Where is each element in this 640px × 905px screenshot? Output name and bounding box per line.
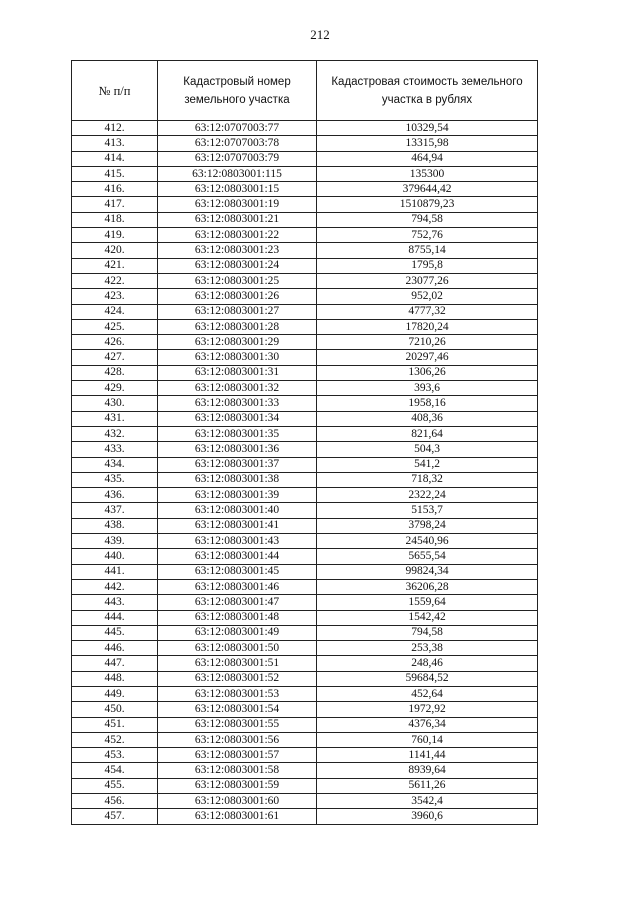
row-number-cell: 444. <box>72 610 158 625</box>
cadastral-number-cell: 63:12:0803001:32 <box>158 381 317 396</box>
cadastral-number-cell: 63:12:0803001:56 <box>158 732 317 747</box>
table-row <box>72 426 538 441</box>
row-number-cell: 412. <box>72 121 158 136</box>
table-row <box>72 534 538 549</box>
cadastral-number-cell: 63:12:0803001:30 <box>158 350 317 365</box>
cadastral-number-cell: 63:12:0803001:26 <box>158 289 317 304</box>
table-row <box>72 396 538 411</box>
cadastral-value-cell: 99824,34 <box>317 564 538 579</box>
cadastral-number-cell: 63:12:0803001:61 <box>158 809 317 824</box>
table-row <box>72 151 538 166</box>
row-number-cell: 413. <box>72 136 158 151</box>
table-row <box>72 748 538 763</box>
table-row <box>72 809 538 824</box>
row-number-cell: 435. <box>72 472 158 487</box>
cadastral-number-cell: 63:12:0803001:46 <box>158 579 317 594</box>
cadastral-value-cell: 8939,64 <box>317 763 538 778</box>
cadastral-number-cell: 63:12:0803001:35 <box>158 426 317 441</box>
cadastral-value-cell: 23077,26 <box>317 273 538 288</box>
cadastral-value-cell: 718,32 <box>317 472 538 487</box>
cadastral-number-cell: 63:12:0803001:52 <box>158 671 317 686</box>
row-number-cell: 414. <box>72 151 158 166</box>
table-row <box>72 182 538 197</box>
cadastral-value-cell: 5153,7 <box>317 503 538 518</box>
cadastral-value-cell: 4376,34 <box>317 717 538 732</box>
cadastral-number-cell: 63:12:0803001:58 <box>158 763 317 778</box>
table-row <box>72 411 538 426</box>
cadastral-number-cell: 63:12:0803001:40 <box>158 503 317 518</box>
cadastral-value-cell: 5655,54 <box>317 549 538 564</box>
cadastral-number-cell: 63:12:0803001:28 <box>158 319 317 334</box>
cadastral-value-cell: 760,14 <box>317 732 538 747</box>
cadastral-number-cell: 63:12:0803001:15 <box>158 182 317 197</box>
cadastral-number-cell: 63:12:0803001:34 <box>158 411 317 426</box>
table-row <box>72 686 538 701</box>
row-number-cell: 446. <box>72 641 158 656</box>
row-number-cell: 456. <box>72 794 158 809</box>
table-row <box>72 717 538 732</box>
cadastral-value-cell: 821,64 <box>317 426 538 441</box>
cadastral-number-cell: 63:12:0803001:48 <box>158 610 317 625</box>
row-number-cell: 453. <box>72 748 158 763</box>
cadastral-value-cell: 7210,26 <box>317 335 538 350</box>
cadastral-number-cell: 63:12:0803001:57 <box>158 748 317 763</box>
cadastral-value-cell: 1306,26 <box>317 365 538 380</box>
row-number-cell: 423. <box>72 289 158 304</box>
row-number-cell: 436. <box>72 488 158 503</box>
table-row <box>72 136 538 151</box>
cadastral-number-cell: 63:12:0803001:59 <box>158 778 317 793</box>
table-row <box>72 702 538 717</box>
cadastral-value-cell: 1510879,23 <box>317 197 538 212</box>
cadastral-value-cell: 10329,54 <box>317 121 538 136</box>
cadastral-number-cell: 63:12:0803001:25 <box>158 273 317 288</box>
cadastral-number-cell: 63:12:0707003:78 <box>158 136 317 151</box>
cadastral-value-cell: 393,6 <box>317 381 538 396</box>
cadastral-value-cell: 952,02 <box>317 289 538 304</box>
row-number-cell: 429. <box>72 381 158 396</box>
table-row <box>72 258 538 273</box>
table-row <box>72 381 538 396</box>
cadastral-value-cell: 794,58 <box>317 212 538 227</box>
cadastral-number-cell: 63:12:0803001:54 <box>158 702 317 717</box>
cadastral-number-cell: 63:12:0803001:39 <box>158 488 317 503</box>
cadastral-number-cell: 63:12:0803001:49 <box>158 625 317 640</box>
table-row <box>72 671 538 686</box>
table-row <box>72 365 538 380</box>
cadastral-value-cell: 8755,14 <box>317 243 538 258</box>
row-number-cell: 442. <box>72 579 158 594</box>
table-row <box>72 641 538 656</box>
cadastral-value-cell: 1542,42 <box>317 610 538 625</box>
cadastral-number-cell: 63:12:0803001:27 <box>158 304 317 319</box>
row-number-cell: 434. <box>72 457 158 472</box>
column-header-cadastral-value: Кадастровая стоимость земельного участка в рублях <box>317 61 538 121</box>
table-row <box>72 121 538 136</box>
cadastral-number-cell: 63:12:0803001:41 <box>158 518 317 533</box>
table-row <box>72 610 538 625</box>
cadastral-value-cell: 3798,24 <box>317 518 538 533</box>
cadastral-number-cell: 63:12:0803001:31 <box>158 365 317 380</box>
cadastral-number-cell: 63:12:0803001:47 <box>158 595 317 610</box>
cadastral-value-cell: 3542,4 <box>317 794 538 809</box>
cadastral-number-cell: 63:12:0803001:50 <box>158 641 317 656</box>
row-number-cell: 426. <box>72 335 158 350</box>
cadastral-number-cell: 63:12:0707003:79 <box>158 151 317 166</box>
table-row <box>72 503 538 518</box>
table-row <box>72 442 538 457</box>
table-row <box>72 289 538 304</box>
row-number-cell: 455. <box>72 778 158 793</box>
table-row <box>72 304 538 319</box>
cadastral-number-cell: 63:12:0803001:53 <box>158 686 317 701</box>
column-header-cadastral-number: Кадастровый номер земельного участка <box>158 61 317 121</box>
row-number-cell: 424. <box>72 304 158 319</box>
cadastral-number-cell: 63:12:0803001:29 <box>158 335 317 350</box>
cadastral-value-cell: 2322,24 <box>317 488 538 503</box>
row-number-cell: 454. <box>72 763 158 778</box>
cadastral-value-cell: 452,64 <box>317 686 538 701</box>
row-number-cell: 457. <box>72 809 158 824</box>
table-row <box>72 518 538 533</box>
cadastral-number-cell: 63:12:0803001:115 <box>158 166 317 181</box>
cadastral-value-cell: 4777,32 <box>317 304 538 319</box>
cadastral-value-table <box>71 60 538 825</box>
table-row <box>72 273 538 288</box>
table-row <box>72 335 538 350</box>
row-number-cell: 421. <box>72 258 158 273</box>
row-number-cell: 443. <box>72 595 158 610</box>
cadastral-value-cell: 17820,24 <box>317 319 538 334</box>
cadastral-value-cell: 752,76 <box>317 228 538 243</box>
cadastral-number-cell: 63:12:0707003:77 <box>158 121 317 136</box>
row-number-cell: 422. <box>72 273 158 288</box>
row-number-cell: 451. <box>72 717 158 732</box>
cadastral-number-cell: 63:12:0803001:45 <box>158 564 317 579</box>
page-number: 212 <box>310 27 330 42</box>
table-row <box>72 656 538 671</box>
cadastral-number-cell: 63:12:0803001:38 <box>158 472 317 487</box>
cadastral-value-cell: 379644,42 <box>317 182 538 197</box>
row-number-cell: 420. <box>72 243 158 258</box>
cadastral-value-cell: 541,2 <box>317 457 538 472</box>
table-row <box>72 794 538 809</box>
cadastral-number-cell: 63:12:0803001:44 <box>158 549 317 564</box>
row-number-cell: 438. <box>72 518 158 533</box>
row-number-cell: 433. <box>72 442 158 457</box>
cadastral-value-cell: 13315,98 <box>317 136 538 151</box>
cadastral-value-cell: 464,94 <box>317 151 538 166</box>
row-number-cell: 415. <box>72 166 158 181</box>
table-row <box>72 778 538 793</box>
column-header-number: № п/п <box>72 61 158 121</box>
cadastral-value-cell: 36206,28 <box>317 579 538 594</box>
cadastral-number-cell: 63:12:0803001:24 <box>158 258 317 273</box>
row-number-cell: 419. <box>72 228 158 243</box>
table-row <box>72 579 538 594</box>
row-number-cell: 440. <box>72 549 158 564</box>
row-number-cell: 430. <box>72 396 158 411</box>
cadastral-number-cell: 63:12:0803001:22 <box>158 228 317 243</box>
table-row <box>72 457 538 472</box>
cadastral-number-cell: 63:12:0803001:33 <box>158 396 317 411</box>
cadastral-value-cell: 253,38 <box>317 641 538 656</box>
row-number-cell: 439. <box>72 534 158 549</box>
cadastral-value-cell: 3960,6 <box>317 809 538 824</box>
table-row <box>72 472 538 487</box>
cadastral-number-cell: 63:12:0803001:37 <box>158 457 317 472</box>
table-row <box>72 488 538 503</box>
table-body <box>72 121 538 825</box>
cadastral-number-cell: 63:12:0803001:23 <box>158 243 317 258</box>
row-number-cell: 448. <box>72 671 158 686</box>
table-row <box>72 243 538 258</box>
cadastral-value-cell: 794,58 <box>317 625 538 640</box>
cadastral-number-cell: 63:12:0803001:60 <box>158 794 317 809</box>
row-number-cell: 418. <box>72 212 158 227</box>
row-number-cell: 445. <box>72 625 158 640</box>
row-number-cell: 428. <box>72 365 158 380</box>
row-number-cell: 452. <box>72 732 158 747</box>
table-row <box>72 549 538 564</box>
cadastral-value-cell: 504,3 <box>317 442 538 457</box>
cadastral-value-cell: 20297,46 <box>317 350 538 365</box>
row-number-cell: 432. <box>72 426 158 441</box>
cadastral-value-cell: 1559,64 <box>317 595 538 610</box>
table-row <box>72 564 538 579</box>
header-row <box>72 61 538 121</box>
cadastral-value-cell: 24540,96 <box>317 534 538 549</box>
table-row <box>72 595 538 610</box>
cadastral-value-cell: 1972,92 <box>317 702 538 717</box>
table-row <box>72 228 538 243</box>
cadastral-value-cell: 1958,16 <box>317 396 538 411</box>
cadastral-number-cell: 63:12:0803001:21 <box>158 212 317 227</box>
table-row <box>72 197 538 212</box>
row-number-cell: 447. <box>72 656 158 671</box>
cadastral-value-cell: 408,36 <box>317 411 538 426</box>
cadastral-number-cell: 63:12:0803001:51 <box>158 656 317 671</box>
row-number-cell: 416. <box>72 182 158 197</box>
row-number-cell: 417. <box>72 197 158 212</box>
table-row <box>72 350 538 365</box>
cadastral-value-cell: 248,46 <box>317 656 538 671</box>
cadastral-number-cell: 63:12:0803001:19 <box>158 197 317 212</box>
row-number-cell: 450. <box>72 702 158 717</box>
row-number-cell: 449. <box>72 686 158 701</box>
cadastral-number-cell: 63:12:0803001:55 <box>158 717 317 732</box>
table-row <box>72 625 538 640</box>
table-row <box>72 732 538 747</box>
row-number-cell: 425. <box>72 319 158 334</box>
table-row <box>72 763 538 778</box>
cadastral-value-cell: 1141,44 <box>317 748 538 763</box>
table-row <box>72 212 538 227</box>
cadastral-number-cell: 63:12:0803001:36 <box>158 442 317 457</box>
row-number-cell: 441. <box>72 564 158 579</box>
cadastral-value-cell: 135300 <box>317 166 538 181</box>
row-number-cell: 437. <box>72 503 158 518</box>
table-header <box>72 61 538 121</box>
cadastral-number-cell: 63:12:0803001:43 <box>158 534 317 549</box>
cadastral-value-cell: 1795,8 <box>317 258 538 273</box>
row-number-cell: 427. <box>72 350 158 365</box>
table-row <box>72 166 538 181</box>
table-row <box>72 319 538 334</box>
row-number-cell: 431. <box>72 411 158 426</box>
cadastral-value-cell: 59684,52 <box>317 671 538 686</box>
cadastral-value-cell: 5611,26 <box>317 778 538 793</box>
